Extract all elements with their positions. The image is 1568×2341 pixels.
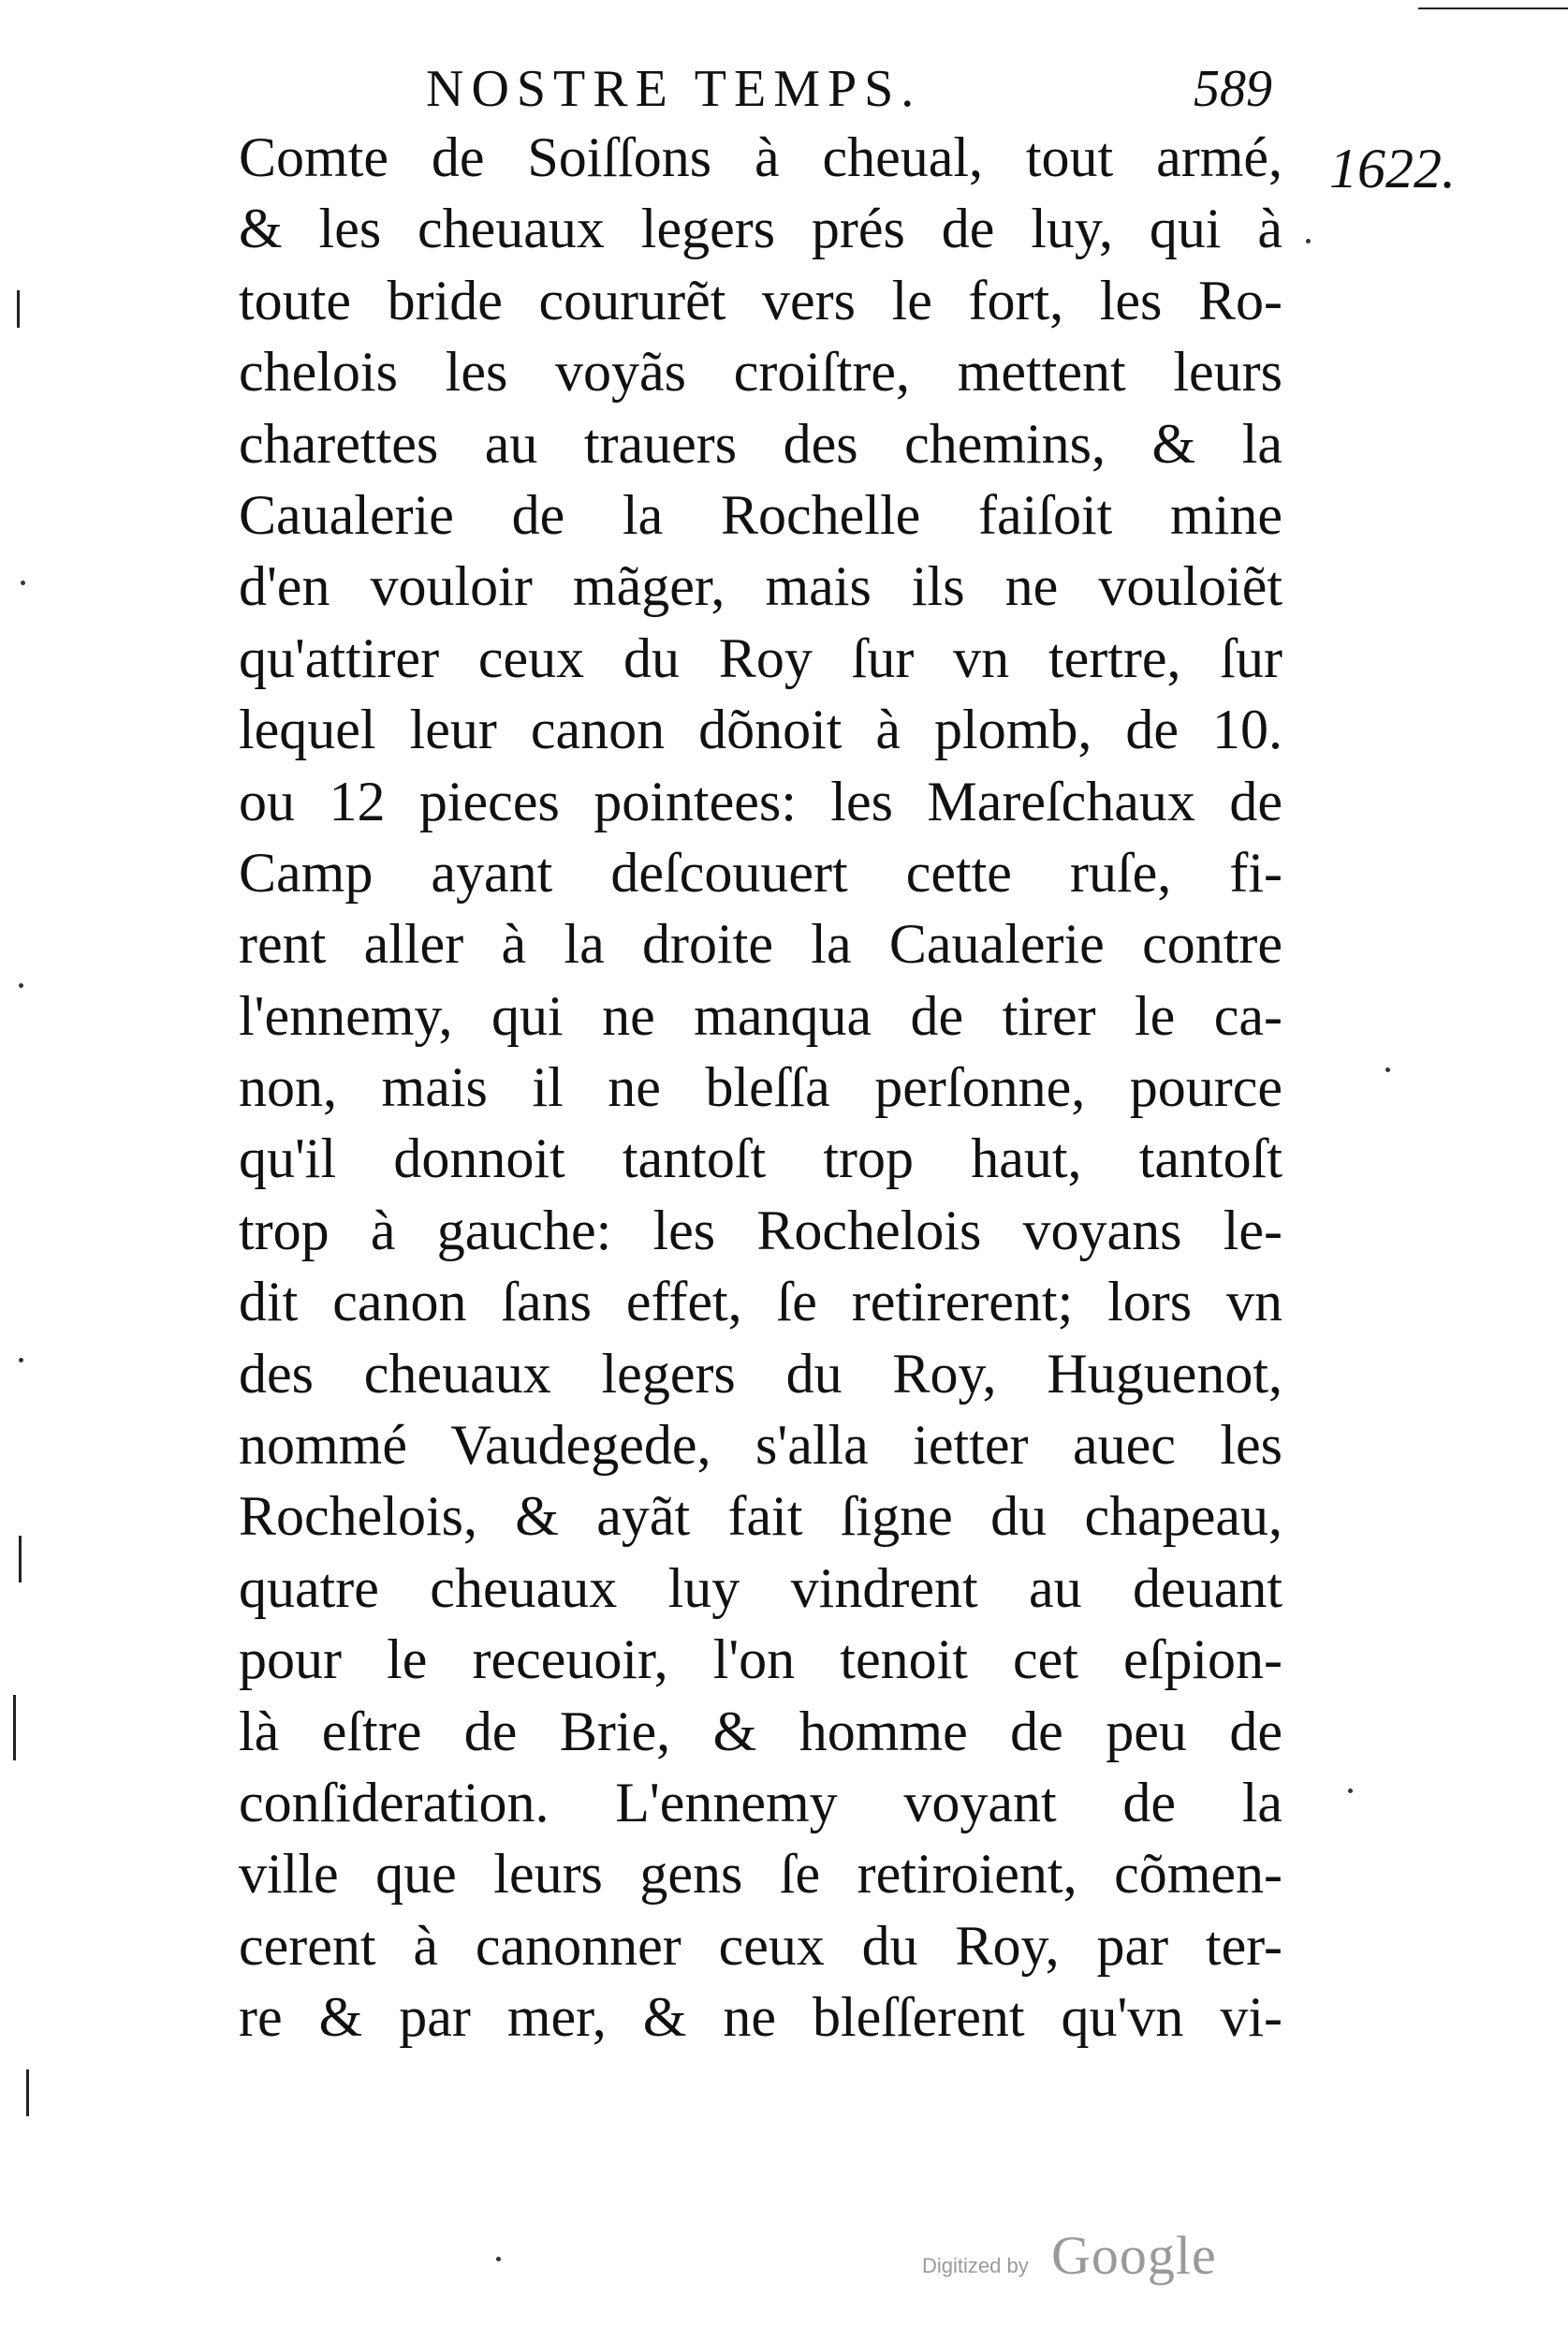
body-text bbox=[239, 122, 1282, 2054]
text-line: qu'il donnoit tantoſt trop haut, tantoſt bbox=[239, 1127, 1282, 1190]
text-line: lequel leur canon dõnoit à plomb, de 10. bbox=[239, 699, 1282, 761]
text-line: charettes au trauers des chemins, & la bbox=[239, 412, 1282, 475]
text-line: Rochelois, & ayãt fait ſigne du chapeau, bbox=[239, 1485, 1282, 1548]
text-line: & les cheuaux legers prés de luy, qui à bbox=[239, 198, 1282, 260]
text-line: dit canon ſans effet, ſe retirerent; lors vn bbox=[239, 1271, 1282, 1333]
text-line: cerent à canonner ceux du Roy, par ter- bbox=[239, 1914, 1282, 1977]
gutter-scan-mark bbox=[17, 290, 20, 328]
text-line: d'en vouloir mãger, mais ils ne vouloiẽt bbox=[239, 555, 1282, 618]
text-line: rent aller à la droite la Caualerie contre bbox=[239, 913, 1282, 976]
digitization-watermark bbox=[922, 2224, 1315, 2299]
top-edge-rule bbox=[1418, 7, 1568, 9]
text-line: ville que leurs gens ſe retiroient, cõmen- bbox=[239, 1843, 1282, 1906]
text-line: re & par mer, & ne bleſſerent qu'vn vi- bbox=[239, 1986, 1282, 2049]
gutter-scan-mark bbox=[13, 1695, 16, 1760]
text-line: Comte de Soiſſons à cheual, tout armé, bbox=[239, 126, 1282, 188]
text-line: trop à gauche: les Rochelois voyans le- bbox=[239, 1199, 1282, 1261]
scan-speck bbox=[496, 2257, 501, 2261]
gutter-scan-mark bbox=[26, 2069, 29, 2116]
text-line: des cheuaux legers du Roy, Huguenot, bbox=[239, 1342, 1282, 1405]
text-line: chelois les voyãs croiſtre, mettent leurs bbox=[239, 341, 1282, 404]
text-line: nommé Vaudegede, s'alla ietter auec les bbox=[239, 1414, 1282, 1477]
text-line: pour le receuoir, l'on tenoit cet eſpion- bbox=[239, 1628, 1282, 1691]
scan-speck bbox=[21, 581, 25, 585]
scan-speck bbox=[1348, 1789, 1353, 1793]
text-line: là eſtre de Brie, & homme de peu de bbox=[239, 1700, 1282, 1762]
running-head bbox=[426, 52, 1272, 126]
scan-speck bbox=[1306, 239, 1311, 243]
page-number: 589 bbox=[1194, 60, 1272, 118]
scan-speck bbox=[19, 1358, 23, 1362]
text-line: Camp ayant deſcouuert cette ruſe, fi- bbox=[239, 841, 1282, 904]
text-line: quatre cheuaux luy vindrent au deuant bbox=[239, 1556, 1282, 1619]
text-line: Caualerie de la Rochelle faiſoit mine bbox=[239, 483, 1282, 546]
text-line: l'ennemy, qui ne manqua de tirer le ca- bbox=[239, 984, 1282, 1047]
running-title: NOSTRE TEMPS. bbox=[426, 60, 922, 118]
scan-speck bbox=[1385, 1067, 1390, 1072]
watermark-logo: Google bbox=[1051, 2225, 1217, 2286]
watermark-prefix: Digitized by bbox=[922, 2254, 1029, 2277]
text-line: non, mais il ne bleſſa perſonne, pource bbox=[239, 1056, 1282, 1119]
text-line: toute bride coururẽt vers le fort, les Ro- bbox=[239, 269, 1282, 331]
text-line: ou 12 pieces pointees: les Mareſchaux de bbox=[239, 770, 1282, 832]
text-line: qu'attirer ceux du Roy ſur vn tertre, ſur bbox=[239, 626, 1282, 689]
text-line: conſideration. L'ennemy voyant de la bbox=[239, 1771, 1282, 1833]
scan-speck bbox=[19, 983, 23, 988]
gutter-scan-mark bbox=[19, 1536, 22, 1583]
margin-year-note: 1622. bbox=[1329, 138, 1456, 199]
